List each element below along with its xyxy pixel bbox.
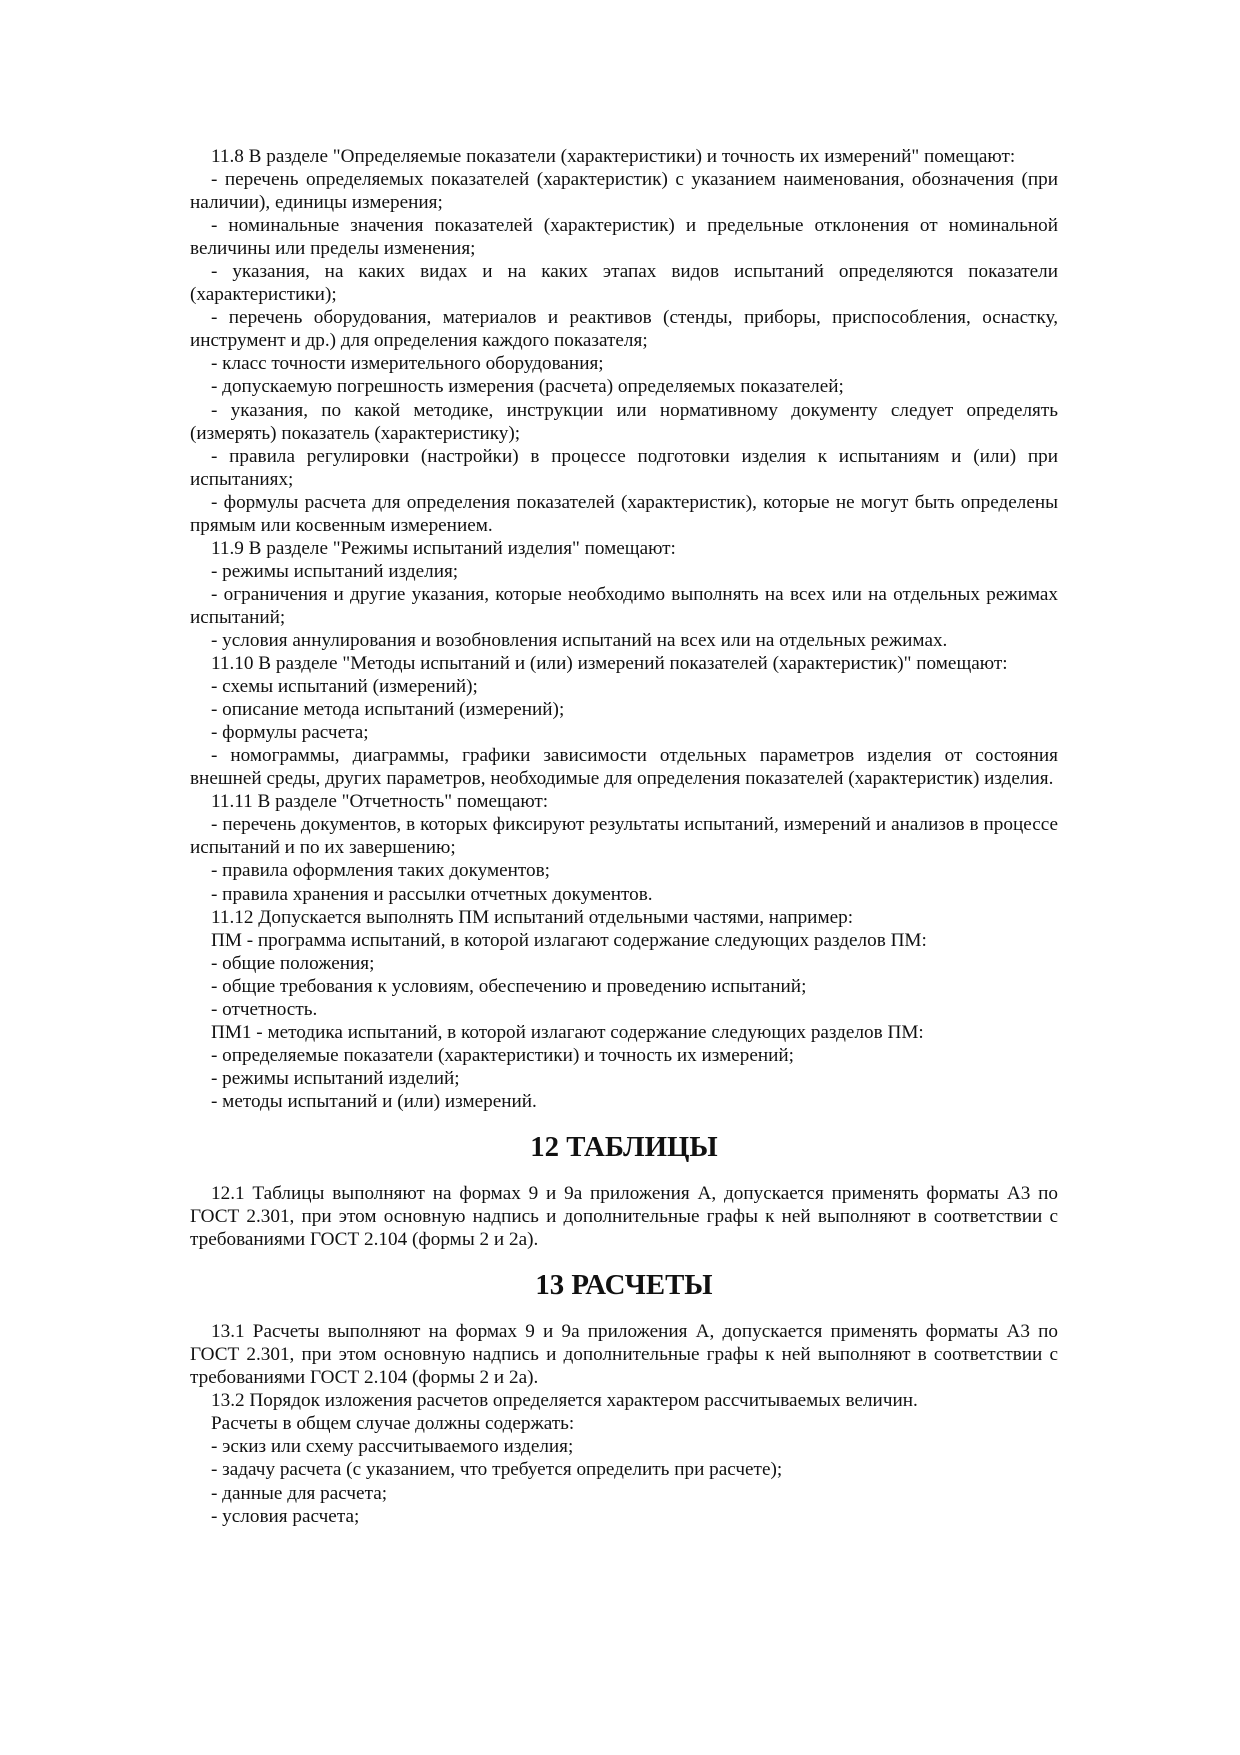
paragraph: 11.9 В разделе "Режимы испытаний изделия" помещают: — [211, 537, 676, 559]
paragraph: 13.1 Расчеты выполняют на формах 9 и 9а приложения А, допускается применять форматы А3 по ГОСТ 2.301, при этом основную надпись и дополнительные графы к ней выполняют в соответствии с требованиями ГОСТ 2.104 (формы 2 и 2а). — [190, 1321, 1058, 1389]
paragraph: 11.10 В разделе "Методы испытаний и (или) измерений показателей (характеристик)" помещают: — [211, 653, 1008, 675]
paragraph: - перечень определяемых показателей (характеристик) с указанием наименования, обозначения (при наличии), единицы измерения; — [190, 169, 1058, 214]
paragraph: - общие требования к условиям, обеспечению и проведению испытаний; — [211, 975, 807, 997]
paragraph: - правила оформления таких документов; — [211, 860, 551, 882]
paragraph: ПМ1 - методика испытаний, в которой излагают содержание следующих разделов ПМ: — [211, 1021, 924, 1043]
paragraph: - схемы испытаний (измерений); — [211, 676, 478, 698]
paragraph: - общие положения; — [211, 952, 375, 974]
paragraph: 11.11 В разделе "Отчетность" помещают: — [211, 791, 549, 813]
paragraph: Расчеты в общем случае должны содержать: — [211, 1413, 575, 1435]
paragraph: - формулы расчета для определения показателей (характеристик), которые не могут быть определены прямым или косвенным измерением. — [190, 491, 1058, 536]
section-heading-calculations: 13 РАСЧЕТЫ — [535, 1269, 713, 1302]
paragraph: ПМ - программа испытаний, в которой излагают содержание следующих разделов ПМ: — [211, 929, 927, 951]
paragraph: - определяемые показатели (характеристики) и точность их измерений; — [211, 1044, 795, 1066]
paragraph: - описание метода испытаний (измерений); — [211, 699, 565, 721]
paragraph: - условия расчета; — [211, 1505, 360, 1527]
paragraph: - данные для расчета; — [211, 1482, 388, 1504]
paragraph: - ограничения и другие указания, которые необходимо выполнять на всех или на отдельных режимах испытаний; — [190, 583, 1058, 628]
paragraph: - перечень документов, в которых фиксируют результаты испытаний, измерений и анализов в процессе испытаний и по их завершению; — [190, 814, 1058, 859]
section-13-body — [190, 1320, 1058, 1527]
paragraph: - номограммы, диаграммы, графики зависимости отдельных параметров изделия от состояния внешней среды, других параметров, необходимые для определения показателей (характеристик) изделия. — [190, 745, 1058, 790]
paragraph: - указания, на каких видах и на каких этапах видов испытаний определяются показатели (характеристики); — [190, 261, 1058, 306]
paragraph: - правила регулировки (настройки) в процессе подготовки изделия к испытаниям и (или) при испытаниях; — [190, 445, 1058, 490]
paragraph: 11.8 В разделе "Определяемые показатели (характеристики) и точность их измерений" помещают: — [211, 146, 1016, 167]
paragraph: - методы испытаний и (или) измерений. — [211, 1090, 537, 1112]
paragraph: - режимы испытаний изделий; — [211, 1067, 460, 1089]
paragraph: - допускаемую погрешность измерения (расчета) определяемых показателей; — [211, 376, 844, 398]
paragraph: - номинальные значения показателей (характеристик) и предельные отклонения от номинальной величины или пределы изменения; — [190, 215, 1058, 260]
paragraph: - задачу расчета (с указанием, что требуется определить при расчете); — [211, 1459, 783, 1481]
section-heading-tables: 12 ТАБЛИЦЫ — [530, 1130, 718, 1163]
paragraph: - класс точности измерительного оборудования; — [211, 353, 604, 375]
paragraph: - перечень оборудования, материалов и реактивов (стенды, приборы, приспособления, оснастку, инструмент и др.) для определения каждого показателя; — [190, 307, 1058, 352]
section-11-body — [190, 145, 1058, 1113]
paragraph: - отчетность. — [211, 998, 318, 1020]
paragraph: - условия аннулирования и возобновления испытаний на всех или на отдельных режимах. — [211, 629, 948, 651]
paragraph: - формулы расчета; — [211, 722, 369, 744]
paragraph: 11.12 Допускается выполнять ПМ испытаний отдельными частями, например: — [211, 906, 854, 928]
paragraph: - режимы испытаний изделия; — [211, 560, 459, 582]
paragraph: 13.2 Порядок изложения расчетов определяется характером рассчитываемых величин. — [211, 1390, 918, 1412]
paragraph: - правила хранения и рассылки отчетных документов. — [211, 883, 653, 905]
paragraph: - указания, по какой методике, инструкции или нормативному документу следует определять (измерять) показатель (характеристику); — [190, 399, 1058, 444]
paragraph: - эскиз или схему рассчитываемого изделия; — [211, 1436, 574, 1458]
document-page — [190, 145, 1058, 1528]
section-12-body — [190, 1182, 1058, 1251]
paragraph: 12.1 Таблицы выполняют на формах 9 и 9а приложения А, допускается применять форматы А3 по ГОСТ 2.301, при этом основную надпись и дополнительные графы к ней выполняют в соответствии с требованиями ГОСТ 2.104 (формы 2 и 2а). — [190, 1183, 1058, 1251]
